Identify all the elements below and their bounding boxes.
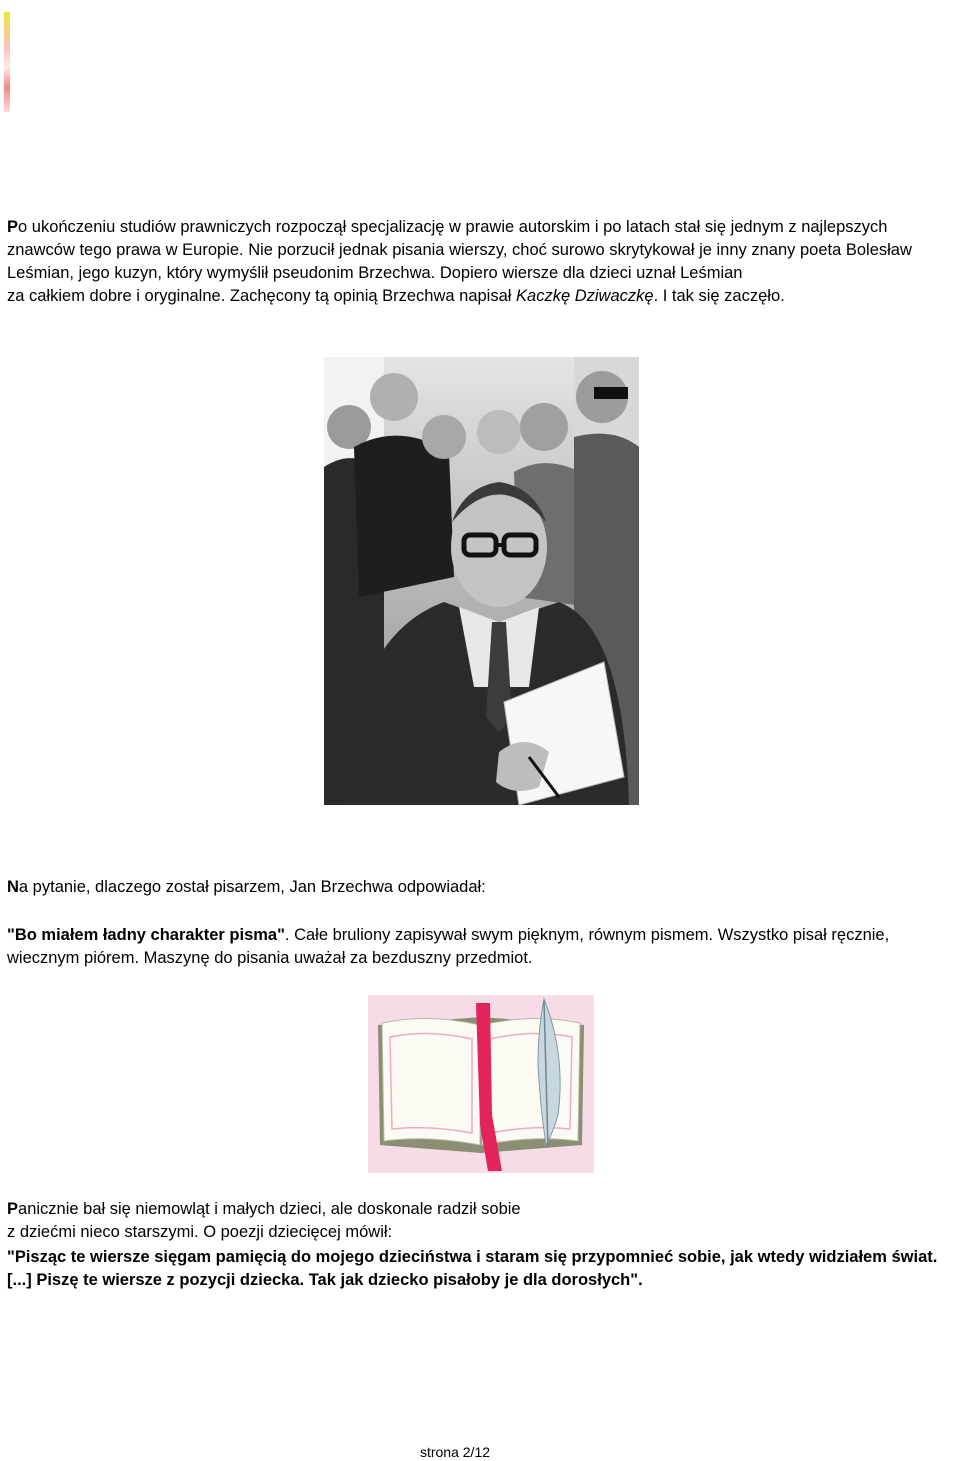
book-title: Kaczkę Dziwaczkę [516,287,654,305]
paragraph-answer [7,924,959,970]
quote: "Pisząc te wiersze sięgam pamięcią do mojego dzieciństwa i staram się przypomnieć sobie, jak wtedy widziałem świat. [...] Piszę te wiersze z pozycji dziecka. Tak jak dziecko pisałoby je dla dorosłych". [7,1248,938,1289]
paragraph-text: . I tak się zaczęło. [653,287,785,305]
drop-letter: N [7,878,19,896]
corner-decoration [4,12,10,112]
paragraph-children [7,1198,959,1244]
quote: "Bo miałem ładny charakter pisma" [7,926,285,944]
author-signing-illustration [324,357,639,805]
paragraph-law-career [7,216,959,308]
paragraph-quote [7,1246,959,1292]
author-photo [324,357,639,805]
drop-letter: P [7,218,19,236]
paragraph-question [7,876,959,899]
paragraph-text: za całkiem dobre i oryginalne. Zachęcony tą opinią Brzechwa napisał [7,287,517,305]
paragraph-text: anicznie bał się niemowląt i małych dzieci, ale doskonale radził sobie [18,1200,521,1218]
paragraph-text: z dziećmi nieco starszymi. O poezji dziecięcej mówił: [7,1223,393,1241]
paragraph-text: o ukończeniu studiów prawniczych rozpoczął specjalizację w prawie autorskim i po latach stał się jednym z najlepszych znawców tego prawa w Europie. Nie porzucił jednak pisania wierszy, choć surowo skrytykował je inny znany poeta Bolesław Leśmian, jego kuzyn, który wymyślił pseudonim Brzechwa. Dopiero wiersze dla dzieci uznał Leśmian [7,218,912,282]
paragraph-text: . Całe bruliony zapisywał swym pięknym, równym pismem. Wszystko pisał ręcznie, wiecznym piórem. Maszynę do pisania uważał za bezduszny przedmiot. [7,926,890,967]
drop-letter: P [7,1200,19,1218]
page-number: strona 2/12 [419,1444,491,1460]
open-book-image [368,995,594,1173]
paragraph-text: a pytanie, dlaczego został pisarzem, Jan Brzechwa odpowiadał: [18,878,486,896]
open-book-illustration [368,995,594,1173]
